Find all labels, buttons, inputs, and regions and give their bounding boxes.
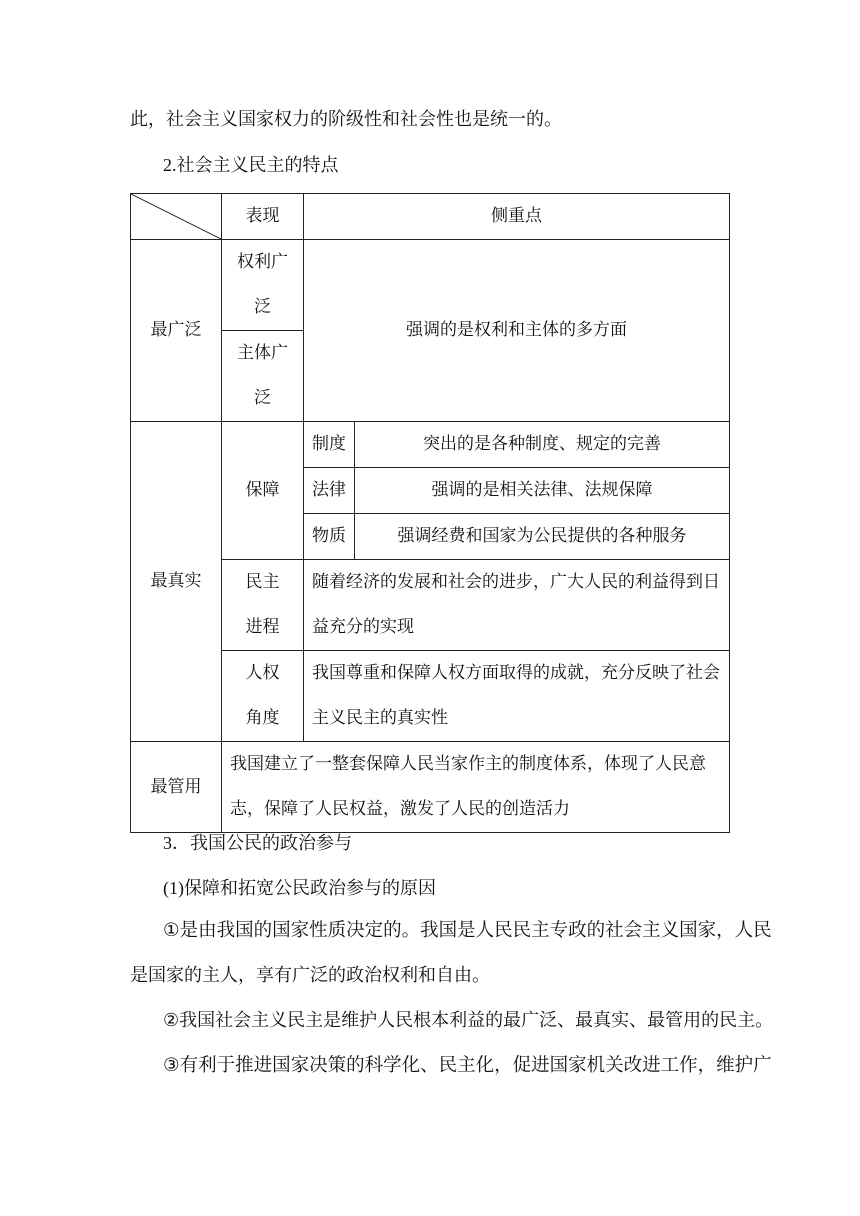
broadest-subjects: 主体广泛 (222, 331, 304, 422)
section-3-number: 3． (163, 833, 190, 853)
broadest-focus: 强调的是权利和主体的多方面 (304, 240, 730, 422)
subsection-1-heading (163, 876, 436, 901)
truest-label: 最真实 (131, 422, 222, 742)
most-effective-label: 最管用 (131, 742, 222, 833)
section-3-title: 我国公民的政治参与 (190, 833, 352, 854)
header-focus: 侧重点 (304, 194, 730, 240)
point-2: ②我国社会主义民主是维护人民根本利益的最广泛、最真实、最管用的民主。 (163, 1010, 774, 1031)
broadest-rights: 权利广泛 (222, 240, 304, 331)
process-label: 民主进程 (222, 560, 304, 651)
subsection-1-number: (1) (163, 878, 184, 898)
human-rights-text: 我国尊重和保障人权方面取得的成就，充分反映了社会主义民主的真实性 (304, 651, 730, 742)
header-manifest: 表现 (222, 194, 304, 240)
process-text: 随着经济的发展和社会的进步，广大人民的利益得到日益充分的实现 (304, 560, 730, 651)
section-3-heading (163, 831, 352, 856)
guarantee-text-system: 突出的是各种制度、规定的完善 (355, 422, 730, 468)
header-diagonal-cell (131, 194, 222, 240)
guarantee-text-law: 强调的是相关法律、法规保障 (355, 468, 730, 514)
section-2-number: 2. (163, 155, 177, 175)
section-2-heading (163, 153, 339, 178)
broadest-label: 最广泛 (131, 240, 222, 422)
guarantee-kind-material: 物质 (304, 514, 355, 560)
most-effective-text: 我国建立了一整套保障人民当家作主的制度体系，体现了人民意志，保障了人民权益，激发了人民的创造活力 (222, 742, 730, 833)
guarantee-kind-law: 法律 (304, 468, 355, 514)
point-3-line-1: ③有利于推进国家决策的科学化、民主化，促进国家机关改进工作，维护广 (163, 1055, 772, 1076)
guarantee-kind-system: 制度 (304, 422, 355, 468)
point-1-line-1: ①是由我国的国家性质决定的。我国是人民民主专政的社会主义国家，人民 (163, 920, 772, 941)
guarantee-text-material: 强调经费和国家为公民提供的各种服务 (355, 514, 730, 560)
subsection-1-title: 保障和拓宽公民政治参与的原因 (184, 878, 436, 899)
diagonal-line (131, 194, 221, 239)
guarantee-label: 保障 (222, 422, 304, 560)
democracy-features-table (130, 193, 730, 833)
intro-line: 此，社会主义国家权力的阶级性和社会性也是统一的。 (130, 109, 562, 130)
human-rights-label: 人权角度 (222, 651, 304, 742)
section-2-title: 社会主义民主的特点 (176, 155, 339, 176)
point-1-line-2: 是国家的主人，享有广泛的政治权利和自由。 (130, 965, 490, 986)
